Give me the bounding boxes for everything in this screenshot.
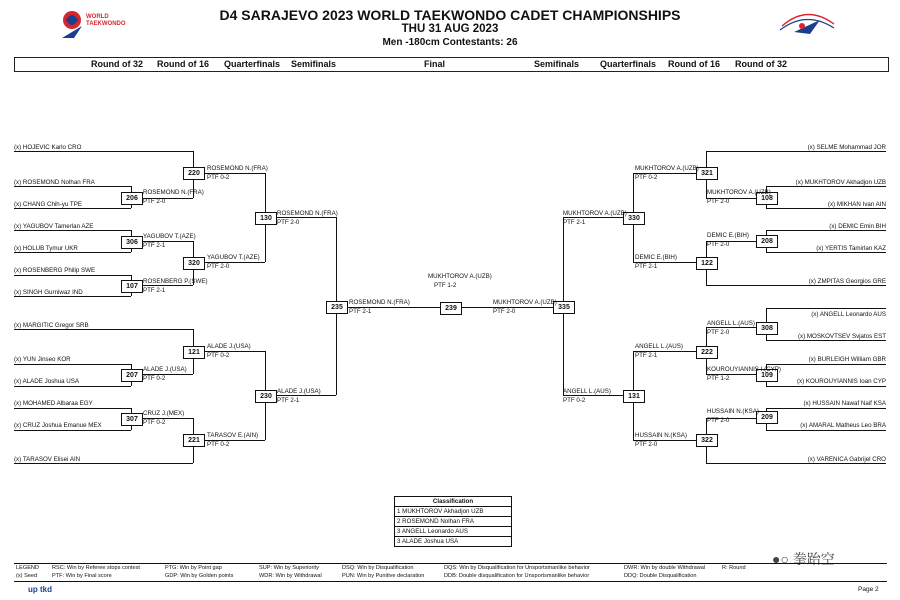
entry-right: (x) MOSKOVTSEV Svjatos EST [797, 333, 886, 340]
entry-right: (x) HUSSAIN Nawaf Naif KSA [803, 400, 886, 407]
legend [14, 563, 887, 582]
match-206-box: 206 [121, 192, 143, 205]
match-131-box: 131 [623, 390, 645, 403]
legend-rsc: RSC: Win by Referee stops contest [52, 565, 140, 571]
match-220-box: 220 [183, 167, 205, 180]
bracket-line [766, 186, 886, 187]
match-308-box: 308 [756, 322, 778, 335]
entry-left: (x) MARGITIC Gregor SRB [14, 322, 89, 329]
bracket-line [706, 463, 886, 464]
result-108: PTF 2-0 [707, 198, 730, 205]
bracket-line [766, 340, 886, 341]
winner-222: ANGELL L.(AUS) [635, 343, 683, 350]
winner-320: YAGUBOV T.(AZE) [207, 254, 260, 261]
match-221-box: 221 [183, 434, 205, 447]
winner-330: MUKHTOROV A.(UZB) [563, 210, 627, 217]
match-121-box: 121 [183, 346, 205, 359]
logo-text-2: TAEKWONDO [86, 21, 126, 27]
winner-306: YAGUBOV T.(AZE) [143, 233, 196, 240]
page-number: Page 2 [858, 586, 879, 593]
match-235-box: 235 [326, 301, 348, 314]
entry-right: (x) YERTIS Tamirlan KAZ [816, 245, 886, 252]
winner-109: KOUROUYIANNIS I.(CYP) [707, 366, 781, 373]
entry-right: (x) MIKHAN Ivan AIN [827, 201, 886, 208]
bracket-line [706, 151, 886, 152]
entry-left: (x) CRUZ Joshua Emanue MEX [14, 422, 102, 429]
bracket-line [766, 308, 886, 309]
result-221: PTF 0-2 [207, 441, 230, 448]
legend-ddq: DDQ: Double Disqualification [624, 573, 697, 579]
watermark-text: 拳跆空 [792, 551, 835, 567]
match-335-box: 335 [553, 301, 575, 314]
bracket-line [14, 151, 193, 152]
round-label-right-qf: Quarterfinals [600, 59, 657, 69]
match-307-box: 307 [121, 413, 143, 426]
bracket-line [766, 386, 886, 387]
result-307: PTF 0-2 [143, 419, 166, 426]
round-label-right-r16: Round of 16 [668, 59, 720, 69]
result-306: PTF 2-1 [143, 242, 166, 249]
bracket-line [14, 329, 193, 330]
bracket-line [14, 386, 131, 387]
entry-left: (x) HOLUB Tymur UKR [14, 245, 78, 252]
championship-logo [772, 8, 842, 42]
match-207-box: 207 [121, 369, 143, 382]
logo-text-1: WORLD [86, 14, 109, 20]
match-306-box: 306 [121, 236, 143, 249]
entry-right: (x) SELME Mohammad JOR [807, 144, 886, 151]
result-121: PTF 0-2 [207, 352, 230, 359]
match-222-box: 222 [696, 346, 718, 359]
bracket-line [766, 252, 886, 253]
result-122: PTF 2-1 [635, 263, 658, 270]
result-320: PTF 2-0 [207, 263, 230, 270]
classification-row: 1 MUKHTOROV Akhadjon UZB [395, 507, 511, 517]
bracket-line [14, 230, 131, 231]
bracket-line [766, 230, 886, 231]
bracket-line [14, 208, 131, 209]
winner-239: MUKHTOROV A.(UZB) [428, 273, 492, 280]
match-230-box: 230 [255, 390, 277, 403]
entry-left: (x) ROSENBERG Philip SWE [14, 267, 96, 274]
bracket-line [14, 430, 131, 431]
match-322-box: 322 [696, 434, 718, 447]
round-label-right-sf: Semifinals [534, 59, 580, 69]
winner-130: ROSEMOND N.(FRA) [277, 210, 338, 217]
wechat-icon: ●○ [772, 551, 789, 567]
winner-321: MUKHTOROV A.(UZB) [635, 165, 699, 172]
result-330: PTF 2-1 [563, 219, 586, 226]
result-235: PTF 2-1 [349, 308, 372, 315]
legend-wdr: WDR: Win by Withdrawal [259, 573, 322, 579]
winner-131: ANGELL L.(AUS) [563, 388, 611, 395]
match-239-box: 239 [440, 302, 462, 315]
legend-ddb: DDB: Double disqualification for Unsportsmanlike behavior [444, 573, 590, 579]
legend-title: LEGEND [16, 565, 40, 571]
entry-right: (x) DEMIC Emin BIH [829, 223, 886, 230]
result-322: PTF 2-0 [635, 441, 658, 448]
entry-right: (x) BURLEIGH William GBR [808, 356, 886, 363]
winner-207: ALADE J.(USA) [143, 366, 187, 373]
match-130-box: 130 [255, 212, 277, 225]
entry-right: (x) VARENICA Gabrijel CRO [807, 456, 886, 463]
winner-108: MUKHTOROV A.(UZB) [707, 189, 771, 196]
round-label-final: Final [424, 59, 446, 69]
result-107: PTF 2-1 [143, 287, 166, 294]
result-335: PTF 2-0 [493, 308, 516, 315]
bracket-line [766, 208, 886, 209]
winner-209: HUSSAIN N.(KSA) [707, 408, 759, 415]
classification-row: 3 ALADE Joshua USA [397, 538, 459, 545]
bracket-line [766, 364, 886, 365]
winner-335: MUKHTOROV A.(UZB) [493, 299, 557, 306]
winner-322: HUSSAIN N.(KSA) [635, 432, 687, 439]
round-label-right-r32: Round of 32 [735, 59, 787, 69]
entry-right: (x) ZMPITAS Georgios GRE [808, 278, 886, 285]
winner-307: CRUZ J.(MEX) [143, 410, 185, 417]
match-321-box: 321 [696, 167, 718, 180]
result-220: PTF 0-2 [207, 174, 230, 181]
result-321: PTF 0-2 [635, 174, 658, 181]
bracket-line [14, 364, 131, 365]
entry-left: (x) YAGUBOV Tamerlan AZE [14, 223, 94, 230]
result-230: PTF 2-1 [277, 397, 300, 404]
result-109: PTF 1-2 [707, 375, 730, 382]
entry-left: (x) CHANG Chih-yu TPE [14, 201, 82, 208]
winner-235: ROSEMOND N.(FRA) [349, 299, 410, 306]
legend-gdp: GDP: Win by Golden points [165, 573, 234, 579]
result-308: PTF 2-0 [707, 329, 730, 336]
result-206: PTF 2-0 [143, 198, 166, 205]
legend-seed: (x) Seed [16, 573, 38, 579]
result-239: PTF 1-2 [434, 282, 457, 289]
round-header-bar [14, 57, 889, 72]
result-208: PTF 2-0 [707, 241, 730, 248]
result-209: PTF 2-0 [707, 417, 730, 424]
legend-dwr: DWR: Win by double Withdrawal [624, 565, 706, 571]
match-320-box: 320 [183, 257, 205, 270]
result-222: PTF 2-1 [635, 352, 658, 359]
winner-220: ROSEMOND N.(FRA) [207, 165, 268, 172]
legend-r: R: Round [722, 565, 746, 571]
bracket-line [766, 408, 886, 409]
winner-206: ROSEMOND N.(FRA) [143, 189, 204, 196]
round-label-left-qf: Quarterfinals [224, 59, 281, 69]
round-label-left-r16: Round of 16 [157, 59, 209, 69]
legend-dqs: DQS: Win by Disqualification for Unsportsmanlike behavior [444, 565, 590, 571]
bracket-line [14, 408, 131, 409]
match-209-box: 209 [756, 411, 778, 424]
bracket-line [14, 296, 131, 297]
winner-107: ROSENBERG P.(SWE) [143, 278, 208, 285]
match-107-box: 107 [121, 280, 143, 293]
bracket-line [766, 430, 886, 431]
match-109-box: 109 [756, 369, 778, 382]
legend-sup: SUP: Win by Superiority [259, 565, 319, 571]
entry-left: (x) TARASOV Elisei AIN [14, 456, 81, 463]
legend-pun: PUN: Win by Punitive declaration [342, 573, 425, 579]
round-label-left-sf: Semifinals [291, 59, 337, 69]
category-label: Men -180cm Contestants: 26 [382, 37, 518, 48]
classification-row: 3 ANGELL Leonardo AUS [395, 527, 511, 537]
bracket-line [14, 463, 193, 464]
classification-table [394, 496, 512, 547]
winner-230: ALADE J.(USA) [277, 388, 321, 395]
entry-right: (x) ANGELL Leonardo AUS [811, 311, 886, 318]
match-330-box: 330 [623, 212, 645, 225]
winner-221: TARASOV E.(AIN) [207, 432, 259, 439]
entry-right: (x) KOUROUYIANNIS Ioan CYP [796, 378, 886, 385]
bracket-line [14, 252, 131, 253]
winner-308: ANGELL L.(AUS) [707, 320, 755, 327]
event-date: THU 31 AUG 2023 [401, 23, 499, 35]
winner-121: ALADE J.(USA) [207, 343, 251, 350]
legend-ptg: PTG: Win by Point gap [165, 565, 222, 571]
legend-dsq: DSQ: Win by Disqualification [342, 565, 414, 571]
match-122-box: 122 [696, 257, 718, 270]
winner-208: DEMIC E.(BIH) [707, 232, 749, 239]
entry-right: (x) MUKHTOROV Akhadjon UZB [795, 179, 886, 186]
result-130: PTF 2-0 [277, 219, 300, 226]
entry-right: (x) AMARAL Matheus Leo BRA [800, 422, 886, 429]
winner-122: DEMIC E.(BIH) [635, 254, 677, 261]
entry-left: (x) ROSEMOND Nolhan FRA [14, 179, 95, 186]
footer-logo: up tkd [28, 585, 52, 594]
page-title: D4 SARAJEVO 2023 WORLD TAEKWONDO CADET CHAMPIONSHIPS [219, 7, 681, 23]
entry-left: (x) SINGH Gurniwaz IND [14, 289, 83, 296]
legend-ptf: PTF: Win by Final score [52, 573, 112, 579]
entry-left: (x) ALADE Joshua USA [14, 378, 79, 385]
match-108-box: 108 [756, 192, 778, 205]
round-label-left-r32: Round of 32 [91, 59, 143, 69]
bracket-line [14, 186, 131, 187]
result-131: PTF 0-2 [563, 397, 586, 404]
entry-left: (x) HOJEVIC Karlo CRO [14, 144, 82, 151]
bracket-line [14, 275, 131, 276]
entry-left: (x) MOHAMED Albaraa EGY [14, 400, 93, 407]
entry-left: (x) YUN Jinseo KOR [14, 356, 71, 363]
classification-title: Classification [395, 497, 511, 507]
bracket-line [706, 285, 886, 286]
classification-row: 2 ROSEMOND Nolhan FRA [395, 517, 511, 527]
result-207: PTF 0-2 [143, 375, 166, 382]
match-208-box: 208 [756, 235, 778, 248]
